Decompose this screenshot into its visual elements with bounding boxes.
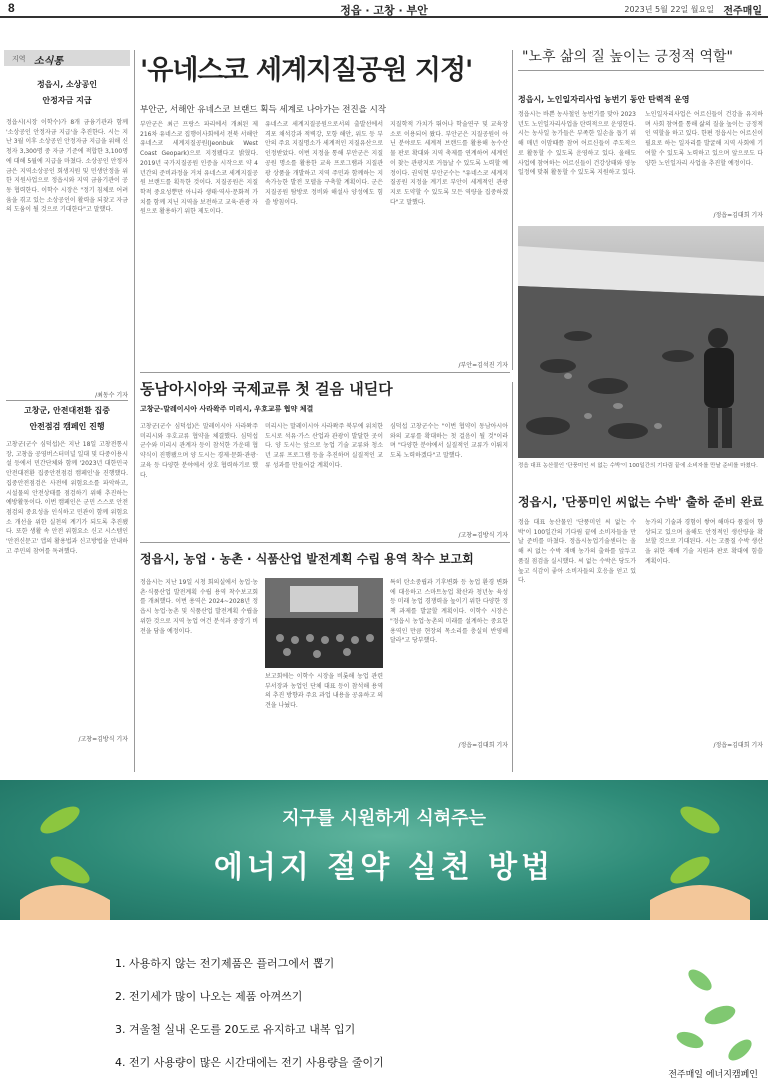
main-col2: 유네스코 세계지질공원으로서의 출발선에서 격포 채석강과 적벽강, 모항 해안, 위도 등 부안의 주요 지질명소가 세계적인 지질유산으로 인정받았다. 이번 지정을 통해 부안군은 지질공원 명소를 활용한 교육 프로그램과 지질관광 상품을 개발하고 지역 주민과 함께하는 지속가능한 발전 모델을 구축할 계획이다. 군은 지질공원 탐방로 정비와 해설사 양성에도 힘쓸 방침이다. xyxy=(265,121,383,206)
banner-footer: 전주매일 에너지캠페인 xyxy=(668,1070,758,1080)
watermelon-byline: /정읍=김대희 기자 xyxy=(713,742,763,749)
divider xyxy=(140,372,510,373)
meeting-photo xyxy=(265,578,383,668)
divider xyxy=(6,400,128,401)
left-article1-title2: 안정자금 지급 xyxy=(42,96,92,105)
banner-leaves xyxy=(0,920,768,1088)
page-header xyxy=(0,0,768,18)
banner-title-line1: 지구를 시원하게 식혀주는 xyxy=(282,808,486,829)
seasia-subhead: 고창군-말레이시아 사라왁주 미리시, 우호교류 협약 체결 xyxy=(140,405,314,413)
seasia-headline: 동남아시아와 국제교류 첫 걸음 내딛다 xyxy=(140,380,393,398)
energy-tip-item: 4. 전기 사용량이 많은 시간대에는 전기 사용량을 줄이기 xyxy=(115,1056,384,1069)
main-col1: 부안군은 최근 프랑스 파리에서 개최된 제216차 유네스코 집행이사회에서 전북 서해안 유네스코 세계지질공원(Jeonbuk West Coast Geopark)으로 지정됐다고 밝혔다. 2019년 국가지질공원 인증을 시작으로 약 4년간의 준비과정을 거쳐 유네스코 세계지질공원 브랜드를 획득한 것이다. 지질공원은 지질학적 중요성뿐만 아니라 생태·역사·문화적 가치를 함께 지닌 지역을 보전하고 교육·관광 자원으로 활용하기 위한 제도이다. xyxy=(140,121,258,216)
news-box-header xyxy=(4,50,130,66)
aging-col1: 정읍시는 바쁜 농사철인 농번기를 맞아 2023년도 노인일자리사업을 탄력적으로 운영한다. 시는 농사일 농가들은 부족한 일손을 돕기 위해 매년 이맘때쯤 참여 어르신들이 주도적으로 활동할 수 있도록 운영하고 있다. 올해도 사업에 참여하는 어르신들이 건강상태와 영농 일정에 맞춰 활동할 수 있도록 지원하고 있다. xyxy=(518,111,636,177)
agri-col3: 특히 탄소중립과 기후변화 등 농업 환경 변화에 대응하고 스마트농업 확산과 청년농 육성 등 미래 농업 경쟁력을 높이기 위한 다양한 정책 과제를 발굴할 계획이다. 이학수 시장은 "정읍시 농업·농촌의 미래를 설계하는 중요한 용역인 만큼 현장의 목소리를 충실히 반영해 달라"고 당부했다. xyxy=(390,579,508,645)
divider xyxy=(140,542,510,543)
field-photo xyxy=(518,226,764,458)
meeting-photo-image xyxy=(265,578,383,668)
news-box-tag: 지역 xyxy=(12,55,26,63)
issue-date: 2023년 5월 22일 월요일 xyxy=(624,5,714,14)
banner-header xyxy=(0,780,768,920)
energy-campaign-banner xyxy=(0,780,768,1088)
banner-title-line2: 에너지 절약 실천 방법 xyxy=(213,850,555,885)
left-article2-byline: /고창=김방식 기자 xyxy=(78,736,128,743)
column-divider xyxy=(134,50,135,772)
seasia-byline: /고창=김방식 기자 xyxy=(458,532,508,539)
agri-col1: 정읍시는 지난 19일 시청 회의실에서 농업·농촌·식품산업 발전계획 수립 용역 착수보고회를 개최했다. 이번 용역은 2024~2028년 정읍시 농업·농촌 및 식품산업 발전계획 수립을 위한 것으로 지역 농업 여건 분석과 중장기 비전을 담을 예정이다. xyxy=(140,579,258,635)
paper-name: 전주매일 xyxy=(723,6,762,17)
energy-tip-item: 1. 사용하지 않는 전기제품은 플러그에서 뽑기 xyxy=(115,957,335,970)
aging-col2: 노인일자리사업은 어르신들이 건강을 유지하며 사회 참여를 통해 삶의 질을 높이는 긍정적인 역할을 하고 있다. 한편 정읍시는 어르신이 필요로 하는 일자리를 발굴해 지역 사회에 기여할 수 있도록 노력하고 있으며 앞으로도 다양한 노인일자리 사업을 추진할 예정이다. xyxy=(645,111,763,167)
watermelon-col1: 정읍 대표 농산물인 '단풍미인 씨 없는 수박'이 100일간의 기다림 끝에 소비자들을 만날 준비를 마쳤다. 정읍시농업기술센터는 올해 씨 없는 수박 재배 농가의 출하를 앞두고 품질 점검을 실시했다. 씨 없는 수박은 당도가 높고 식감이 좋아 소비자들의 호응을 얻고 있다. xyxy=(518,519,636,585)
left-article1-byline: /최동수 기자 xyxy=(95,392,128,399)
agri-headline: 정읍시, 농업 · 농촌 · 식품산업 발전계획 수립 용역 착수 보고회 xyxy=(140,552,474,566)
field-photo-caption: 정읍 대표 농산물인 '단풍미인 씨 없는 수박'이 100일간의 기다림 끝에 소비자를 만날 준비를 마쳤다. xyxy=(518,463,758,469)
field-photo-image xyxy=(518,226,764,458)
divider xyxy=(518,70,764,71)
seasia-col1: 고창군(군수 심덕섭)은 말레이시아 사라왁주 미리시와 우호교류 협약을 체결했다. 심덕섭 군수와 미리시 관계자 등이 참석한 가운데 협약식이 진행됐으며 양 도시는 경제·문화·관광·교육 등 다양한 분야에서 상호 협력하기로 했다. xyxy=(140,423,258,479)
main-col3: 지질학적 가치가 뛰어나 학술연구 및 교육장소로 이용되어 왔다. 부안군은 지질공원이 아닌 분야로도 세계적 브랜드를 활용해 농수산물 판로 확대와 지역 축제를 연계하여 세계인이 찾는 관광지로 거듭날 수 있도록 노력할 예정이다. 권익현 부안군수는 "유네스코 세계지질공원 지정을 계기로 부안이 세계적인 관광지로 도약할 수 있도록 모든 역량을 집중하겠다"고 말했다. xyxy=(390,121,508,206)
section-title: 정읍 · 고창 · 부안 xyxy=(340,4,428,17)
watermelon-col2: 농가의 기술과 경험이 쌓여 해마다 품질이 향상되고 있으며 올해도 안정적인 생산량을 확보할 것으로 기대된다. 시는 고품질 수박 생산을 위한 재배 기술 지원과 판로 확대에 힘쓸 계획이다. xyxy=(645,519,763,565)
page-number: 8 xyxy=(8,1,15,15)
news-box-title: 소식통 xyxy=(34,56,63,67)
left-article2-body: 고창군(군수 심덕섭)은 지난 18일 고창전통시장, 고창읍 공영버스터미널 일대 및 다중이용시설 등에서 민간단체와 함께 '2023년 대한민국 안전대전환 집중안전점검 캠페인'을 진행했다. 집중안전점검은 사전에 위험요소를 파악하고, 시설물의 안전상태를 점검하기 위해 추진하는 예방활동이다. 이번 캠페인은 군민 스스로 안전점검의 중요성을 인식하고 민관이 함께 위험요소 개선을 위한 실천의 계기가 되도록 추진됐다. 또한 생활 속 안전 위험요소 신고 시스템인 '안전신문고' 앱의 활용법과 신고방법을 안내하고 주민의 참여를 독려했다. xyxy=(6,441,128,555)
left-article2-title1: 고창군, 안전대전환 집중 xyxy=(24,406,110,415)
left-article1-body: 정읍시(시장 이학수)가 8개 금융기관과 함께 '소상공인 안정자금 지급'을 추진한다. 시는 지난 3월 이후 소상공인 안정자금 지급을 위해 신청자 3,300명 중 자금 기준에 적합한 3,100명에 대해 5월에 지급을 마쳤다. 소상공인 안정자금은 지역소상공인 회생지원 및 민생안정을 위한 지원사업으로 정읍시와 지역 금융기관이 공동 협력한다. 이학수 시장은 "정기 침체로 어려움을 겪고 있는 소상공인이 활력을 되찾고 자금의 도움이 될 것으로 기대한다"고 말했다. xyxy=(6,119,128,214)
column-divider xyxy=(512,50,513,370)
left-article1-title1: 정읍시, 소상공인 xyxy=(37,80,97,89)
column-divider xyxy=(512,382,513,772)
seasia-col2: 미리시는 말레이시아 사라왁주 북부에 위치한 도시로 석유·가스 산업과 관광이 발달한 곳이다. 양 도시는 앞으로 농업 기술 교류와 청소년 교류 프로그램 등을 추진하며 실질적인 교류 성과를 만들어갈 계획이다. xyxy=(265,423,383,469)
seasia-col3: 심덕섭 고창군수는 "이번 협약이 동남아시아와의 교류를 확대하는 첫 걸음이 될 것"이라며 "다양한 분야에서 실질적인 교류가 이뤄지도록 노력하겠다"고 말했다. xyxy=(390,423,508,460)
agri-byline: /정읍=김대희 기자 xyxy=(458,742,508,749)
aging-byline: /정읍=김대희 기자 xyxy=(713,212,763,219)
main-headline: '유네스코 세계지질공원 지정' xyxy=(140,55,473,86)
energy-tip-item: 2. 전기세가 많이 나오는 제품 아껴쓰기 xyxy=(115,990,303,1003)
main-byline: /부안=김석진 기자 xyxy=(458,362,508,369)
main-subhead: 부안군, 서해안 유네스코 브랜드 획득 세계로 나아가는 전진을 시작 xyxy=(140,105,387,115)
aging-subhead: 정읍시, 노인일자리사업 농번기 동안 탄력적 운영 xyxy=(518,95,690,104)
left-article2-title2: 안전점검 캠페인 진행 xyxy=(29,422,105,431)
watermelon-headline: 정읍시, '단풍미인 씨없는 수박' 출하 준비 완료 xyxy=(518,495,764,509)
aging-headline: "노후 삶의 질 높이는 긍정적 역할" xyxy=(522,49,733,65)
agri-col2: 보고회에는 이학수 시장을 비롯해 농업 관련 부서장과 농업인 단체 대표 등이 참석해 용역의 추진 방향과 주요 과업 내용을 공유하고 의견을 나눴다. xyxy=(265,673,383,710)
energy-tip-item: 3. 겨울철 실내 온도를 20도로 유지하고 내복 입기 xyxy=(115,1023,356,1036)
